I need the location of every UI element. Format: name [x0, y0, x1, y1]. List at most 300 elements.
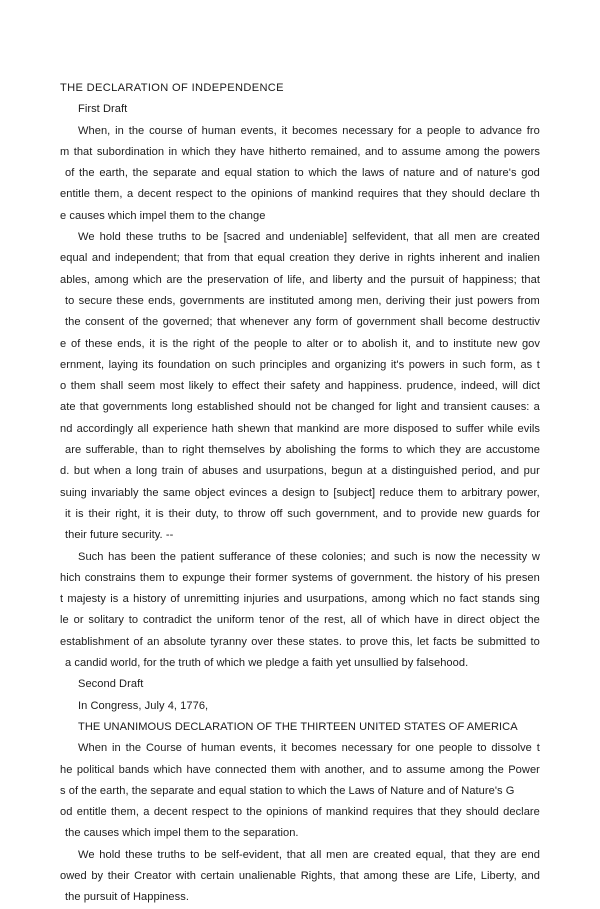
- word: experience: [152, 422, 208, 435]
- line-content: First Draft: [78, 103, 128, 116]
- word: governments: [102, 401, 168, 414]
- word: of: [342, 316, 353, 329]
- word: as: [520, 358, 533, 371]
- word: they: [440, 806, 462, 819]
- line-content: [65, 312, 540, 333]
- word: that: [217, 316, 236, 329]
- word: necessary: [342, 124, 394, 137]
- word: or: [333, 337, 344, 350]
- section-heading: [60, 696, 540, 717]
- word: hold: [99, 231, 121, 244]
- word: seem: [127, 380, 156, 393]
- word: power,: [506, 486, 540, 499]
- word: any: [293, 316, 312, 329]
- word: to: [65, 294, 75, 307]
- word: entitle: [76, 806, 107, 819]
- text-line: [60, 610, 540, 631]
- word: over: [251, 635, 274, 648]
- line-content: [65, 504, 540, 525]
- word: all: [137, 422, 149, 435]
- line-content: [78, 227, 540, 248]
- word: new: [462, 507, 483, 520]
- word: equal: [257, 252, 285, 265]
- line-content: [60, 461, 540, 482]
- word: abolish: [361, 337, 398, 350]
- text-line: [60, 419, 540, 440]
- word: them: [418, 486, 444, 499]
- word: such: [394, 550, 418, 563]
- word: are: [166, 273, 183, 286]
- word: human: [201, 742, 236, 755]
- word: created: [373, 848, 411, 861]
- word: to: [465, 124, 475, 137]
- word: ernment,: [60, 358, 105, 371]
- word: pursuit: [410, 273, 445, 286]
- word: declare: [503, 806, 540, 819]
- word: ends,: [148, 294, 176, 307]
- word: derive: [359, 252, 390, 265]
- word: Course: [145, 742, 183, 755]
- word: on: [214, 358, 228, 371]
- word: suffer: [455, 422, 484, 435]
- word: no: [442, 593, 456, 606]
- text-line: [60, 653, 540, 674]
- word: object: [194, 486, 225, 499]
- word: for: [397, 742, 411, 755]
- word: dict: [522, 380, 540, 393]
- word: requires: [357, 188, 399, 201]
- word: that: [417, 806, 437, 819]
- word: opinions: [250, 188, 293, 201]
- word: this,: [392, 635, 413, 648]
- word: solitary: [88, 614, 124, 627]
- word: to: [442, 422, 452, 435]
- word: among: [363, 869, 398, 882]
- word: them,: [94, 188, 123, 201]
- word: mankind: [311, 188, 354, 201]
- page-title: [60, 78, 540, 99]
- word: states.: [308, 635, 342, 648]
- word: changed: [331, 401, 375, 414]
- word: to: [388, 145, 398, 158]
- word: foundation: [158, 358, 211, 371]
- word: god: [521, 167, 540, 180]
- word: of: [275, 550, 286, 563]
- word: a: [126, 188, 134, 201]
- word: are: [481, 231, 498, 244]
- word: ables,: [60, 273, 90, 286]
- word: and: [309, 273, 329, 286]
- word: shall: [420, 316, 444, 329]
- document-text-body: [60, 78, 540, 909]
- word: t: [536, 742, 540, 755]
- text-line: [60, 547, 540, 568]
- word: in: [449, 358, 458, 371]
- word: declare: [489, 188, 526, 201]
- word: t: [60, 593, 64, 606]
- text-line: [60, 355, 540, 376]
- word: with: [176, 869, 196, 882]
- word: that: [286, 848, 306, 861]
- word: to: [392, 444, 403, 457]
- word: submitted: [477, 635, 527, 648]
- word: unremitting: [183, 593, 240, 606]
- word: are: [343, 422, 360, 435]
- word: these: [85, 337, 113, 350]
- word: of: [188, 465, 198, 478]
- word: to: [294, 167, 304, 180]
- word: more: [363, 422, 390, 435]
- word: from: [207, 252, 230, 265]
- line-content: [60, 483, 540, 504]
- word: an: [146, 635, 160, 648]
- word: in: [168, 145, 178, 158]
- word: the: [143, 486, 159, 499]
- word: sufferance: [218, 550, 272, 563]
- word: all: [350, 614, 362, 627]
- word: subordination: [96, 145, 165, 158]
- word: governed;: [162, 316, 213, 329]
- word: in: [112, 742, 121, 755]
- word: When: [78, 742, 108, 755]
- word: a: [125, 465, 132, 478]
- word: principles: [259, 358, 308, 371]
- word: requires: [372, 806, 414, 819]
- word: one: [415, 742, 434, 755]
- word: the: [524, 614, 540, 627]
- word: people: [438, 742, 473, 755]
- line-content: [78, 547, 540, 568]
- word: themselves: [208, 444, 265, 457]
- word: their: [88, 507, 111, 520]
- word: the: [79, 167, 95, 180]
- word: safety: [290, 380, 321, 393]
- line-content: the causes which impel them to the separation.: [65, 827, 299, 840]
- word: undeniable]: [289, 231, 348, 244]
- word: transient: [443, 401, 487, 414]
- line-content: [60, 142, 540, 163]
- line-content: [60, 397, 540, 418]
- word: government,: [315, 507, 379, 520]
- word: begun: [331, 465, 363, 478]
- word: which: [133, 273, 162, 286]
- word: in: [115, 124, 124, 137]
- word: have: [186, 763, 211, 776]
- word: hath: [211, 422, 234, 435]
- word: of: [187, 124, 197, 137]
- word: their: [107, 869, 130, 882]
- word: end: [521, 848, 540, 861]
- word: usurpations,: [265, 465, 327, 478]
- word: to: [191, 231, 201, 244]
- word: the: [483, 145, 500, 158]
- word: among: [449, 763, 484, 776]
- word: a: [533, 401, 540, 414]
- word: equal: [60, 252, 88, 265]
- word: throw: [237, 507, 266, 520]
- word: should: [257, 401, 291, 414]
- word: their: [263, 380, 286, 393]
- word: be: [314, 401, 328, 414]
- word: the: [230, 188, 247, 201]
- word: rights: [407, 252, 435, 265]
- word: and: [367, 273, 386, 286]
- word: unalienable: [238, 869, 297, 882]
- word: abolishing: [285, 444, 337, 457]
- word: shall: [100, 380, 124, 393]
- word: its: [142, 358, 154, 371]
- word: the: [160, 550, 176, 563]
- word: that: [521, 273, 540, 286]
- word: government: [356, 316, 416, 329]
- word: will: [502, 380, 518, 393]
- word: be: [204, 848, 217, 861]
- word: of: [70, 337, 81, 350]
- word: which: [308, 167, 338, 180]
- word: to: [392, 763, 402, 776]
- word: to: [346, 635, 356, 648]
- line-content: [60, 270, 540, 291]
- text-line: [60, 589, 540, 610]
- word: of: [297, 188, 307, 201]
- word: the: [187, 273, 203, 286]
- word: constrains: [84, 571, 136, 584]
- word: facts: [433, 635, 457, 648]
- word: be: [206, 231, 219, 244]
- word: owed: [60, 869, 87, 882]
- word: respect: [191, 806, 229, 819]
- word: happiness;: [462, 273, 517, 286]
- word: events,: [240, 124, 277, 137]
- word: to: [128, 614, 139, 627]
- word: at: [367, 465, 377, 478]
- word: right: [192, 337, 215, 350]
- word: Power: [508, 763, 540, 776]
- line-content: Second Draft: [78, 678, 144, 691]
- text-line: [60, 376, 540, 397]
- word: off: [270, 507, 283, 520]
- word: that: [402, 188, 422, 201]
- text-line: [60, 525, 540, 546]
- word: destructiv: [492, 316, 540, 329]
- line-content: THE DECLARATION OF INDEPENDENCE: [60, 82, 284, 94]
- word: and: [420, 401, 440, 414]
- word: a: [416, 124, 423, 137]
- word: earth,: [99, 167, 128, 180]
- word: tyranny: [210, 635, 247, 648]
- line-content: [60, 802, 540, 823]
- word: When,: [78, 124, 111, 137]
- word: pur: [523, 465, 540, 478]
- word: of: [462, 167, 473, 180]
- word: which: [153, 763, 183, 776]
- word: course: [149, 124, 183, 137]
- line-content: [60, 589, 540, 610]
- line-content: [60, 568, 540, 589]
- word: equal,: [415, 848, 447, 861]
- word: the: [246, 806, 262, 819]
- word: sing: [519, 593, 540, 606]
- word: that: [79, 401, 99, 414]
- word: not: [295, 401, 311, 414]
- word: ends,: [117, 337, 145, 350]
- word: likely: [188, 380, 214, 393]
- word: and: [439, 167, 459, 180]
- word: and: [311, 358, 331, 371]
- word: for: [398, 124, 412, 137]
- word: guards: [487, 507, 523, 520]
- word: and: [324, 380, 344, 393]
- word: among: [445, 145, 480, 158]
- word: entitle: [60, 188, 90, 201]
- word: necessary: [341, 742, 393, 755]
- line-content: [60, 248, 540, 269]
- word: is: [159, 337, 168, 350]
- word: to: [530, 635, 540, 648]
- word: accordingly: [76, 422, 134, 435]
- word: the: [233, 337, 250, 350]
- word: a: [143, 806, 150, 819]
- word: majesty: [67, 593, 106, 606]
- word: the: [340, 444, 357, 457]
- word: to: [439, 337, 449, 350]
- word: direct: [457, 614, 485, 627]
- word: for: [526, 507, 540, 520]
- word: and: [370, 550, 390, 563]
- text-line: [60, 866, 540, 887]
- word: and: [265, 231, 285, 244]
- word: absolute: [163, 635, 207, 648]
- word: them: [70, 380, 96, 393]
- word: provide: [420, 507, 458, 520]
- word: becomes: [292, 124, 338, 137]
- word: from: [517, 294, 540, 307]
- word: it: [145, 507, 151, 520]
- text-line: [60, 334, 540, 355]
- word: is: [155, 507, 164, 520]
- text-line: [60, 845, 540, 866]
- word: by: [269, 444, 282, 457]
- line-content: [60, 866, 540, 887]
- word: that: [274, 422, 293, 435]
- text-line: [60, 291, 540, 312]
- word: of: [337, 571, 347, 584]
- word: truths: [158, 231, 187, 244]
- word: and: [91, 252, 111, 265]
- word: assume: [406, 763, 446, 776]
- text-line: [60, 504, 540, 525]
- section-heading: [60, 717, 540, 738]
- word: a: [122, 593, 129, 606]
- word: most: [159, 380, 185, 393]
- word: of: [65, 167, 75, 180]
- word: Rights,: [300, 869, 336, 882]
- line-content: [65, 291, 540, 312]
- word: of: [312, 806, 322, 819]
- word: [sacred: [223, 231, 261, 244]
- word: same: [163, 486, 191, 499]
- word: to: [447, 486, 457, 499]
- word: laws: [362, 167, 385, 180]
- word: and: [283, 593, 303, 606]
- line-content: a candid world, for the truth of which we pledge a faith yet unsullied by falsehood.: [65, 657, 469, 670]
- word: powers: [503, 145, 540, 158]
- word: is: [422, 550, 431, 563]
- word: government.: [350, 571, 413, 584]
- word: long: [136, 465, 158, 478]
- word: assume: [401, 145, 441, 158]
- line-content: [78, 845, 540, 866]
- word: to: [168, 444, 178, 457]
- word: are: [500, 848, 517, 861]
- word: duty,: [195, 507, 219, 520]
- text-line: [60, 568, 540, 589]
- word: organizing: [334, 358, 387, 371]
- word: to: [347, 337, 358, 350]
- word: the: [341, 167, 358, 180]
- word: and: [415, 337, 435, 350]
- word: that: [184, 252, 203, 265]
- word: let: [416, 635, 429, 648]
- word: the: [416, 571, 433, 584]
- word: that: [450, 848, 470, 861]
- word: political: [76, 763, 115, 776]
- word: have: [414, 614, 439, 627]
- word: decent: [153, 806, 188, 819]
- word: while: [487, 422, 514, 435]
- word: [subject]: [333, 486, 376, 499]
- word: are: [65, 444, 82, 457]
- word: respect: [175, 188, 213, 201]
- word: creation: [289, 252, 330, 265]
- word: these: [125, 231, 154, 244]
- word: truths: [157, 848, 186, 861]
- word: evils: [517, 422, 540, 435]
- word: of: [389, 167, 399, 180]
- word: of: [219, 337, 229, 350]
- word: laying: [108, 358, 138, 371]
- word: uniform: [216, 614, 255, 627]
- word: men,: [356, 294, 382, 307]
- line-content: [78, 121, 540, 142]
- word: stands: [482, 593, 516, 606]
- word: and: [364, 145, 384, 158]
- word: right,: [115, 507, 141, 520]
- word: or: [73, 614, 84, 627]
- word: o: [60, 380, 67, 393]
- text-line: [60, 461, 540, 482]
- word: advance: [479, 124, 522, 137]
- word: which: [406, 444, 436, 457]
- word: evinces: [229, 486, 268, 499]
- word: a: [271, 486, 278, 499]
- section-heading: [60, 99, 540, 120]
- word: connected: [215, 763, 267, 776]
- word: prudence,: [406, 380, 457, 393]
- line-content: [60, 632, 540, 653]
- word: that: [234, 252, 254, 265]
- word: they: [333, 252, 355, 265]
- word: of: [128, 316, 139, 329]
- word: of: [170, 593, 180, 606]
- word: the: [132, 167, 149, 180]
- word: new: [496, 337, 518, 350]
- word: of: [186, 742, 197, 755]
- word: but: [73, 465, 90, 478]
- word: established: [196, 401, 254, 414]
- word: disposed: [393, 422, 439, 435]
- line-content: [60, 184, 540, 205]
